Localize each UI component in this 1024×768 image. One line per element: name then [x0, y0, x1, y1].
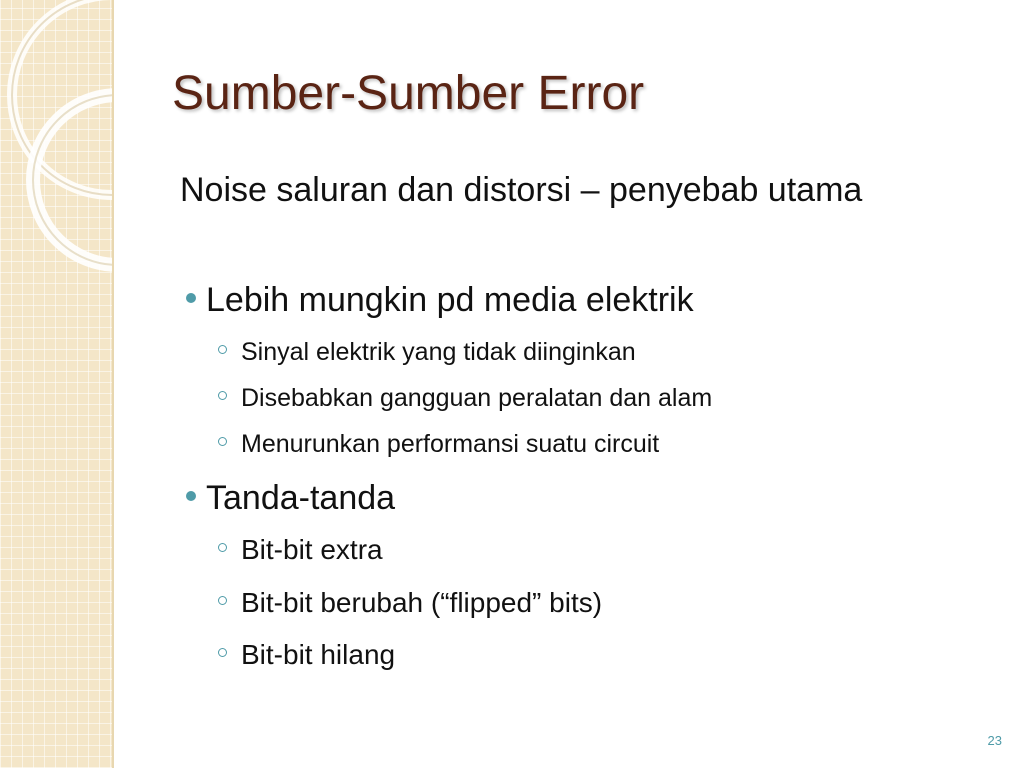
sub-bullet-label: Bit-bit hilang [241, 639, 396, 670]
sub-bullet-label: Disebabkan gangguan peralatan dan alam [241, 384, 713, 412]
bullet-item [186, 476, 395, 520]
bullet-label: Tanda-tanda [206, 479, 396, 517]
intro-text: Noise saluran dan distorsi – penyebab utama [180, 171, 863, 209]
bullet-dot-icon [186, 491, 196, 501]
sub-bullet-label: Bit-bit berubah (“flipped” bits) [241, 587, 603, 618]
sub-bullet-label: Menurunkan performansi suatu circuit [241, 430, 660, 458]
decorative-rings-graphic [0, 0, 112, 768]
sub-bullet-item [218, 534, 383, 566]
sub-bullet-item [218, 639, 395, 671]
sub-bullet-item [218, 382, 712, 414]
sub-bullet-item [218, 336, 636, 368]
bullet-item [186, 278, 694, 322]
page-number: 23 [987, 733, 1002, 748]
ring-bullet-icon [218, 391, 227, 400]
ring-bullet-icon [218, 437, 227, 446]
ring-bullet-icon [218, 345, 227, 354]
sub-bullet-label: Sinyal elektrik yang tidak diinginkan [241, 338, 636, 366]
decorative-side-panel [0, 0, 114, 768]
ring-bullet-icon [218, 596, 227, 605]
sub-bullet-item [218, 587, 602, 619]
sub-bullet-label: Bit-bit extra [241, 534, 383, 565]
slide-title: Sumber-Sumber Error [172, 67, 645, 120]
bullet-dot-icon [186, 293, 196, 303]
ring-bullet-icon [218, 543, 227, 552]
ring-bullet-icon [218, 648, 227, 657]
sub-bullet-item [218, 428, 659, 460]
bullet-label: Lebih mungkin pd media elektrik [206, 281, 694, 319]
